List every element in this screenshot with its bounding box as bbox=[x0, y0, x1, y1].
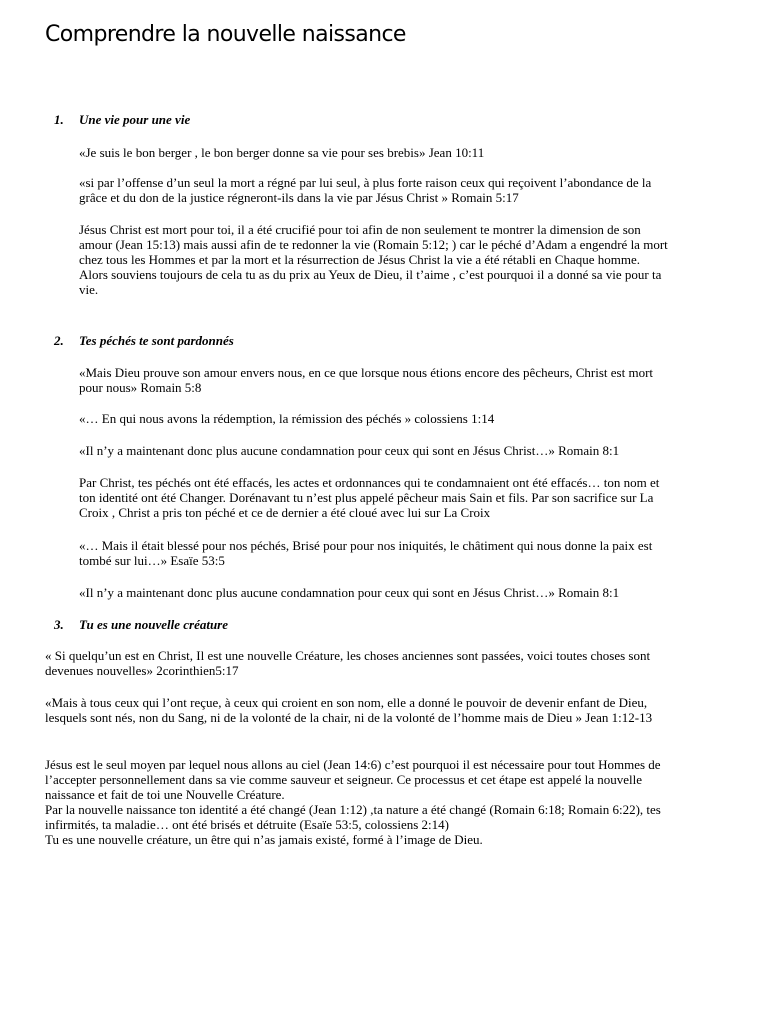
paragraph: « Si quelqu’un est en Christ, Il est une nouvelle Créature, les choses anciennes sont passées, voici toutes choses sont devenues nouvelles» 2corinthien5:17 bbox=[45, 648, 651, 678]
paragraph: «Il n’y a maintenant donc plus aucune condamnation pour ceux qui sont en Jésus Christ…» Romain 8:1 bbox=[79, 585, 620, 600]
paragraph-line: Alors souviens toujours de cela tu as du prix au Yeux de Dieu, il t’aime , c’est pourquoi il a donné sa vie pour ta vie. bbox=[79, 267, 662, 297]
paragraph-line: Jésus Christ est mort pour toi, il a été crucifié pour toi afin de non seulement te montrer la dimension de son amour (Jean 15:13) mais aussi afin de te redonner la vie (Romain 5:12; ) car le péché d’Adam a engendré la mort chez tous les Hommes et par la mort et la résurrection de Jésus Christ la vie a été rétabli en Chaque homme. bbox=[79, 222, 668, 267]
paragraph: «Mais à tous ceux qui l’ont reçue, à ceux qui croient en son nom, elle a donné le pouvoir de devenir enfant de Dieu, lesquels sont nés, non du Sang, ni de la volonté de la chair, ni de la volonté de l’homme mais de Dieu » Jean 1:12-13 bbox=[45, 695, 653, 725]
paragraph: «Je suis le bon berger , le bon berger donne sa vie pour ses brebis» Jean 10:11 bbox=[79, 145, 485, 160]
paragraph: «Il n’y a maintenant donc plus aucune condamnation pour ceux qui sont en Jésus Christ…» Romain 8:1 bbox=[79, 443, 620, 458]
section-heading-text: Une vie pour une vie bbox=[79, 112, 191, 127]
section-heading-text: Tu es une nouvelle créature bbox=[79, 617, 229, 632]
paragraph: «Mais Dieu prouve son amour envers nous, en ce que lorsque nous étions encore des pêcheurs, Christ est mort pour nous» Romain 5:8 bbox=[79, 365, 654, 395]
section-heading-text: Tes péchés te sont pardonnés bbox=[79, 333, 234, 348]
paragraph: «… Mais il était blessé pour nos péchés, Brisé pour pour nos iniquités, le châtiment qui nous donne la paix est tombé sur lui…» Esaïe 53:5 bbox=[79, 538, 653, 568]
section-heading-3 bbox=[54, 617, 228, 632]
paragraph: «si par l’offense d’un seul la mort a régné par lui seul, à plus forte raison ceux qui reçoivent l’abondance de la grâce et du don de la justice régneront-ils dans la vie par Jésus Christ » Romain 5:17 bbox=[79, 175, 652, 205]
section-number: 2. bbox=[54, 333, 64, 348]
paragraph-line: Jésus est le seul moyen par lequel nous allons au ciel (Jean 14:6) c’est pourquoi il est nécessaire pour tout Hommes de l’accepter personnellement dans sa vie comme sauveur et seigneur. Ce processus et cet étape est appelé la nouvelle naissance et fait de toi une Nouvelle Créature. bbox=[45, 757, 661, 802]
paragraph: Par Christ, tes péchés ont été effacés, les actes et ordonnances qui te condamnaient ont été effacés… ton nom et ton identité ont été Changer. Dorénavant tu n’est plus appelé pêcheur mais Sain et fils. Par son sacrifice sur La Croix , Christ a pris ton péché et ce de dernier a été cloué avec lui sur La Croix bbox=[79, 475, 660, 520]
section-number: 3. bbox=[54, 617, 64, 632]
section-heading-2 bbox=[54, 333, 234, 348]
paragraph bbox=[79, 222, 669, 297]
section-number: 1. bbox=[54, 112, 64, 127]
paragraph-line: Par la nouvelle naissance ton identité a été changé (Jean 1:12) ,ta nature a été changé (Romain 6:18; Romain 6:22), tes infirmités, ta maladie… ont été brisés et détruite (Esaïe 53:5, colossiens 2:14) bbox=[45, 802, 661, 832]
paragraph bbox=[45, 757, 680, 847]
page-title: Comprendre la nouvelle naissance bbox=[45, 22, 406, 47]
section-heading-1 bbox=[54, 112, 190, 127]
paragraph: «… En qui nous avons la rédemption, la rémission des péchés » colossiens 1:14 bbox=[79, 411, 495, 426]
paragraph-line: Tu es une nouvelle créature, un être qui n’as jamais existé, formé à l’image de Dieu. bbox=[45, 832, 483, 847]
